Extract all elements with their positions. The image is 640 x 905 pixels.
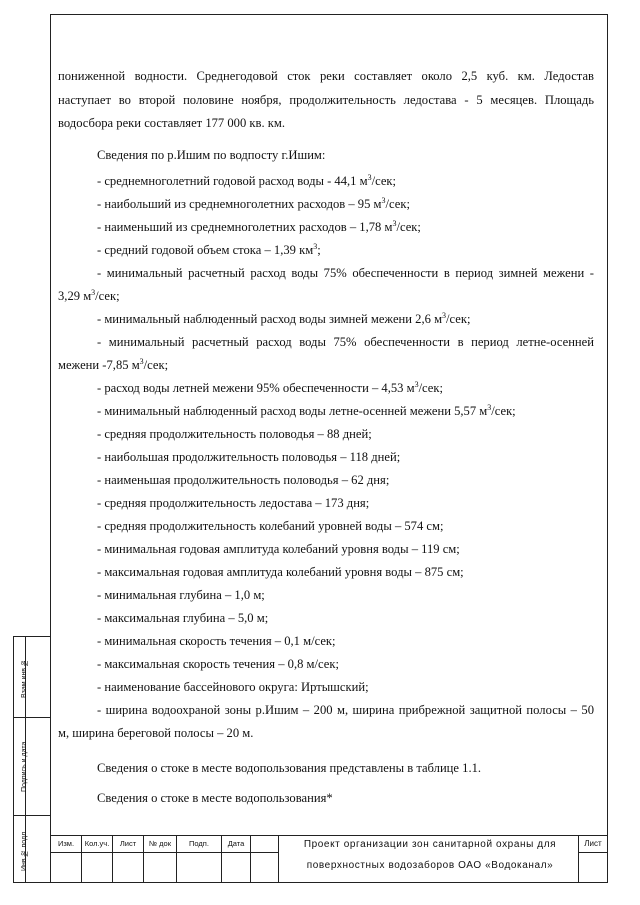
- title-block-top-line: [50, 835, 608, 836]
- list-item: - минимальный наблюденный расход воды летне-осенней межени 5,57 $м^3$/сек;: [97, 402, 516, 418]
- list-item: - минимальная скорость течения – 0,1 м/сек;: [97, 634, 336, 648]
- document-title-line: Проект организации зон санитарной охраны для: [303, 839, 557, 850]
- list-item: - наименьший из среднемноголетних расходов – 1,78 $м^3$/сек;: [97, 218, 421, 234]
- list-item-continuation: 3,29 $м^3$/сек;: [58, 287, 120, 303]
- stamp-col-count: Кол.уч.: [84, 839, 110, 848]
- table-reference-paragraph: Сведения о стоке в месте водопользования представлены в таблице 1.1.: [97, 761, 482, 775]
- side-strip-row-line: [14, 717, 50, 718]
- list-item: - минимальный расчетный расход воды 75% обеспеченности в период летне-осенней: [97, 335, 594, 349]
- side-stamp-strip: [13, 636, 50, 883]
- stamp-col-change: Изм.: [57, 839, 75, 848]
- side-label-inv-original: Инв.№ подл.: [21, 829, 28, 871]
- list-item: - минимальный наблюденный расход воды зимней межени 2,6 $м^3$/сек;: [97, 310, 471, 326]
- list-item: - максимальная скорость течения – 0,8 м/сек;: [97, 657, 339, 671]
- list-item: - наименьшая продолжительность половодья – 62 дня;: [97, 473, 390, 487]
- section-intro: Сведения по р.Ишим по водпосту г.Ишим:: [97, 148, 326, 162]
- sheet-label: Лист: [584, 839, 602, 848]
- stamp-col-signature: Подп.: [189, 839, 209, 848]
- side-strip-row-line: [14, 815, 50, 816]
- document-title-line: поверхностных водозаборов ОАО «Водоканал»: [306, 860, 554, 871]
- title-block: [50, 835, 608, 883]
- list-item: - расход воды летней межени 95% обеспеченности – 4,53 $м^3$/сек;: [97, 379, 444, 395]
- stamp-col-sheet: Лист: [119, 839, 137, 848]
- list-item: - средний годовой объем стока – 1,39 $км^3$;: [97, 241, 321, 257]
- list-item: - максимальная годовая амплитуда колебаний уровня воды – 875 см;: [97, 565, 464, 579]
- title-block-col-line: [278, 835, 279, 883]
- list-item: - средняя продолжительность колебаний уровней воды – 574 см;: [97, 519, 444, 533]
- list-item: - ширина водоохраной зоны р.Ишим – 200 м, ширина прибрежной защитной полосы – 50: [97, 703, 594, 717]
- list-item: - наименование бассейнового округа: Иртышский;: [97, 680, 369, 694]
- list-item: - минимальная годовая амплитуда колебаний уровня воды – 119 см;: [97, 542, 460, 556]
- list-item-continuation: межени -7,85 $м^3$/сек;: [58, 356, 169, 372]
- paragraph-line: пониженной водности. Среднегодовой сток реки составляет около 2,5 куб. км. Ледостав: [58, 69, 594, 83]
- title-block-row-line: [578, 852, 608, 853]
- table-caption: Сведения о стоке в месте водопользования*: [97, 791, 333, 805]
- paragraph-line: наступает во второй половине ноября, продолжительность ледостава - 5 месяцев. Площадь: [58, 93, 594, 107]
- list-item: - средняя продолжительность ледостава – 173 дня;: [97, 496, 370, 510]
- list-item: - среднемноголетний годовой расход воды - 44,1 $м^3$/сек;: [97, 172, 397, 188]
- stamp-col-date: Дата: [227, 839, 245, 848]
- title-block-col-line: [250, 835, 251, 883]
- list-item: - минимальная глубина – 1,0 м;: [97, 588, 265, 602]
- list-item: - наибольшая продолжительность половодья – 118 дней;: [97, 450, 401, 464]
- side-label-signature-date: Подпись и дата: [21, 741, 28, 793]
- list-item: - наибольший из среднемноголетних расходов – 95 $м^3$/сек;: [97, 195, 410, 211]
- list-item: - средняя продолжительность половодья – 88 дней;: [97, 427, 372, 441]
- stamp-col-doc-number: № док: [149, 839, 171, 848]
- list-item: - минимальный расчетный расход воды 75% обеспеченности в период зимней межени -: [97, 266, 594, 280]
- side-label-mutual-inv: Взам.инв.№: [21, 659, 28, 699]
- title-block-row-line: [50, 852, 278, 853]
- paragraph-line: водосбора реки составляет 177 000 кв. км.: [58, 116, 286, 130]
- list-item: - максимальная глубина – 5,0 м;: [97, 611, 269, 625]
- list-item-continuation: м, ширина береговой полосы – 20 м.: [58, 726, 254, 740]
